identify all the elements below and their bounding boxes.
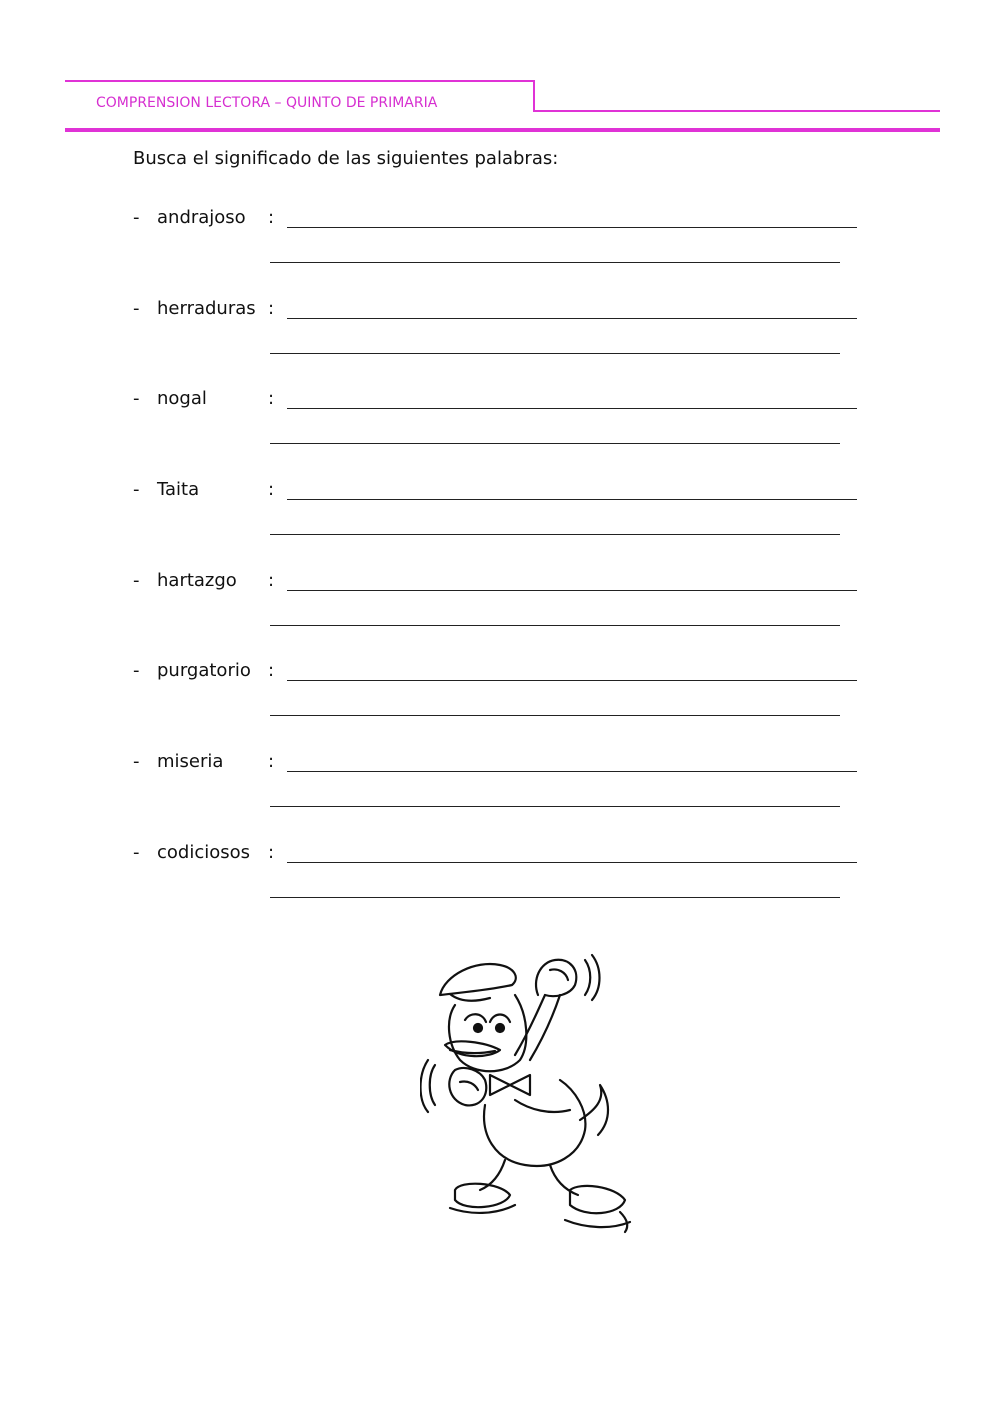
answer-line-second[interactable] xyxy=(270,806,840,807)
vocab-dash: - xyxy=(133,298,140,319)
answer-line-second[interactable] xyxy=(270,715,840,716)
vocab-row xyxy=(0,298,1000,358)
vocab-word: hartazgo xyxy=(157,570,237,591)
vocab-colon: : xyxy=(268,298,275,319)
vocab-row xyxy=(0,751,1000,811)
vocab-colon: : xyxy=(268,479,275,500)
vocab-row xyxy=(0,570,1000,630)
answer-line-second[interactable] xyxy=(270,443,840,444)
answer-line-first[interactable] xyxy=(287,318,857,319)
vocab-word: miseria xyxy=(157,751,224,772)
cartoon-duck-illustration xyxy=(420,950,640,1240)
vocab-dash: - xyxy=(133,660,140,681)
vocab-dash: - xyxy=(133,479,140,500)
vocab-colon: : xyxy=(268,388,275,409)
answer-line-second[interactable] xyxy=(270,353,840,354)
vocab-dash: - xyxy=(133,570,140,591)
vocab-word: Taita xyxy=(157,479,200,500)
answer-line-first[interactable] xyxy=(287,227,857,228)
vocab-colon: : xyxy=(268,660,275,681)
answer-line-first[interactable] xyxy=(287,590,857,591)
vocab-row xyxy=(0,207,1000,267)
answer-line-first[interactable] xyxy=(287,499,857,500)
vocab-row xyxy=(0,479,1000,539)
vocab-dash: - xyxy=(133,388,140,409)
answer-line-second[interactable] xyxy=(270,534,840,535)
answer-line-first[interactable] xyxy=(287,862,857,863)
vocab-word: andrajoso xyxy=(157,207,246,228)
vocab-row xyxy=(0,660,1000,720)
answer-line-first[interactable] xyxy=(287,771,857,772)
vocab-word: purgatorio xyxy=(157,660,251,681)
vocab-row xyxy=(0,842,1000,902)
answer-line-first[interactable] xyxy=(287,408,857,409)
vocab-dash: - xyxy=(133,751,140,772)
answer-line-first[interactable] xyxy=(287,680,857,681)
vocab-colon: : xyxy=(268,751,275,772)
instruction-text: Busca el significado de las siguientes palabras: xyxy=(133,148,559,169)
answer-line-second[interactable] xyxy=(270,625,840,626)
answer-line-second[interactable] xyxy=(270,897,840,898)
vocab-dash: - xyxy=(133,842,140,863)
vocab-colon: : xyxy=(268,842,275,863)
vocab-dash: - xyxy=(133,207,140,228)
vocab-colon: : xyxy=(268,570,275,591)
header-title: COMPRENSION LECTORA – QUINTO DE PRIMARIA xyxy=(96,95,438,111)
duck-drawing-icon xyxy=(420,950,640,1240)
vocab-row xyxy=(0,388,1000,448)
vocab-word: herraduras xyxy=(157,298,256,319)
vocab-colon: : xyxy=(268,207,275,228)
vocab-word: codiciosos xyxy=(157,842,251,863)
answer-line-second[interactable] xyxy=(270,262,840,263)
vocab-word: nogal xyxy=(157,388,207,409)
